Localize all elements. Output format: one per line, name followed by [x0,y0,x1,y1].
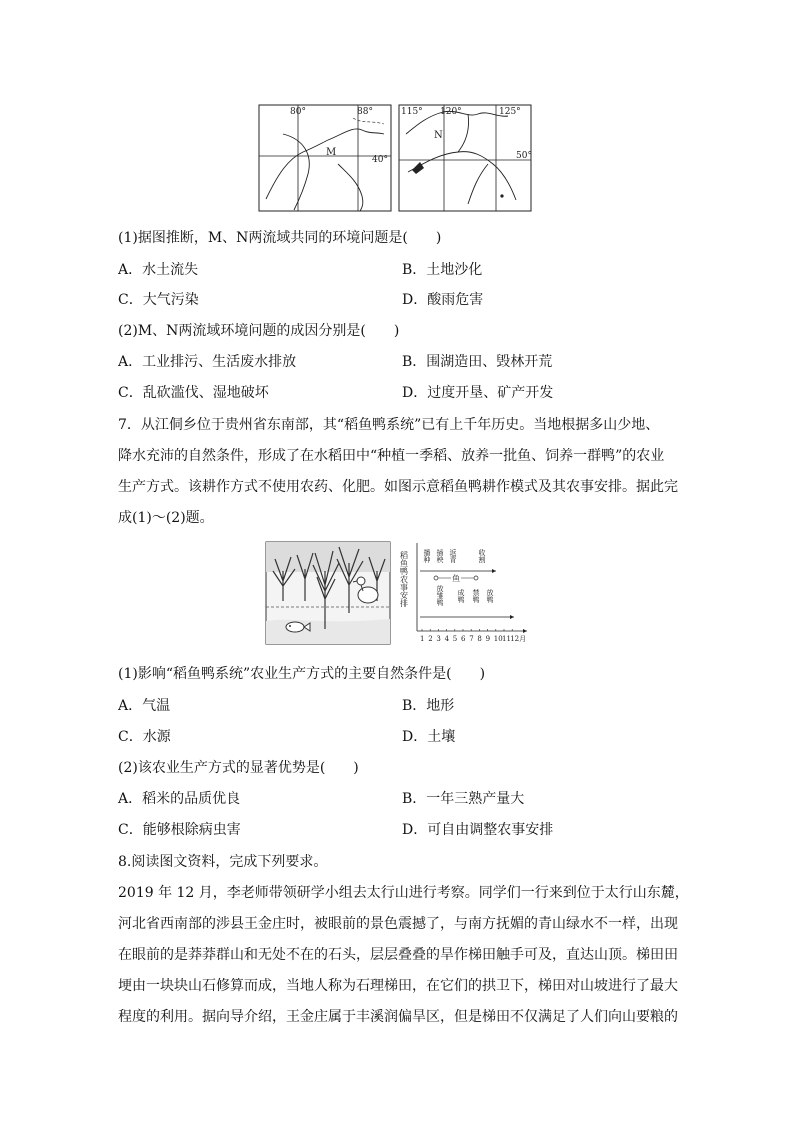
map-m-basin [258,104,392,212]
duck-row-arrow [510,615,514,619]
q6-2-option-a: A．工业排污、生活废水排放 [118,354,297,370]
duck-stage-adult: 成鸭 [457,589,465,603]
q8-para-line-5: 程度的利用。据向导介绍，王金庄属于丰溪润偏旱区，但是梯田不仅满足了人们向山要粮的 [118,1009,678,1025]
map-m-label: M [326,147,337,158]
rice-stage-greening: 返青 [449,549,457,563]
month-tick-10: 10 [493,635,503,643]
map-n-basin [398,104,532,212]
q8-stem: 8.阅读图文资料，完成下列要求。 [118,854,328,870]
q7-intro-line-1: 7．从江侗乡位于贵州省东南部，其“稻鱼鸭系统”已有上千年历史。当地根据多山少地、 [118,417,660,433]
map-n-lat-50: 50° [516,151,532,161]
q8-para-line-4: 埂由一块块山石修算而成，当地人称为石理梯田，在它们的拱卫下，梯田对山坡进行了最大 [118,978,678,994]
q7-2-option-a: A．稻米的品质优良 [118,791,241,807]
rice-stage-harvest: 收割 [478,549,486,563]
fish-start-marker [434,576,438,580]
month-tick-12: 12月 [510,635,527,643]
map-n-label: N [434,130,443,141]
map-n-lon-125: 125° [499,107,521,117]
month-tick-9: 9 [485,635,491,643]
rice-stage-transplant: 插秧 [436,549,444,563]
month-tick-4: 4 [444,635,450,643]
q7-2-option-d: D．可自由调整农事安排 [402,822,554,838]
fish-end-marker [474,576,478,580]
rice-row-arrow [492,569,496,573]
fish-row-label: 鱼 [452,574,460,583]
q6-1-option-c: C．大气污染 [118,292,199,308]
map-n-lon-115: 115° [401,107,423,117]
q7-1-option-c: C．水源 [118,729,171,745]
q7-intro-line-4: 成(1)～(2)题。 [118,510,214,526]
schedule-ylabel-text: 稻鱼鸭农事安排 [399,551,409,607]
month-tick-1: 1 [420,635,425,643]
q8-para-line-1: 2019 年 12 月，李老师带领研学小组去太行山进行考察。同学们一行来到位于太行山东麓， [118,885,689,901]
month-tick-7: 7 [469,635,474,643]
q6-2-option-b: B．围湖造田、毁林开荒 [402,354,553,370]
month-tick-5: 5 [452,635,458,643]
q6-1-option-b: B．土地沙化 [402,262,483,278]
farming-schedule-diagram [396,541,532,647]
q8-para-line-2: 河北省西南部的涉县王金庄时，被眼前的景色震撼了，与南方抚媚的青山绿水不一样，出现 [118,916,678,932]
q8-para-line-3: 在眼前的是莽莽群山和无处不在的石头，层层叠叠的旱作梯田触手可及，直达山顶。梯田田 [118,947,678,963]
q6-1-option-a: A．水土流失 [118,262,199,278]
rice-field-illustration [265,541,391,645]
q6-2-option-c: C．乱砍滥伐、湿地破坏 [118,385,269,401]
map-n-lon-120: 120° [440,107,462,117]
month-tick-2: 2 [428,635,433,643]
schedule-x-arrow [523,629,527,633]
map-m-lon-80: 80° [290,107,306,117]
duck-stage-labels [436,584,494,607]
q7-intro-line-2: 降水充沛的自然条件，形成了在水稻田中“种植一季稻、放养一批鱼、饲养一群鸭”的农业 [118,448,665,464]
map-m-lon-88: 88° [357,107,373,117]
rice-stage-labels [423,548,486,564]
q7-1-option-b: B．地形 [402,698,455,714]
map-m-lat-40: 40° [372,155,388,165]
q6-2-stem: (2)M、N两流域环境问题的成因分别是( ) [118,323,400,339]
q6-1-option-d: D．酸雨危害 [402,292,484,308]
month-tick-8: 8 [477,635,482,643]
q7-intro-line-3: 生产方式。该耕作方式不使用农药、化肥。如图示意稻鱼鸭耕作模式及其农事安排。据此完 [118,479,678,495]
duck-stage-ban: 禁鸭 [472,589,480,603]
month-tick-6: 6 [461,635,466,643]
month-tick-3: 3 [436,635,441,643]
month-tick-11: 11 [502,635,511,643]
q6-1-stem: (1)据图推断，M、N两流域共同的环境问题是( ) [118,230,442,246]
duck-stage-release: 放鸭 [486,589,494,603]
schedule-ylabel [400,550,409,608]
q7-1-option-d: D．土壤 [402,729,456,745]
q6-2-option-d: D．过度开垦、矿产开发 [402,385,554,401]
q7-1-option-a: A．气温 [118,698,171,714]
duck-stage-chicks: 放雏鸭 [436,585,444,606]
q7-2-option-c: C．能够根除病虫害 [118,822,241,838]
q7-2-option-b: B．一年三熟产量大 [402,791,525,807]
q7-1-stem: (1)影响“稻鱼鸭系统”农业生产方式的主要自然条件是( ) [118,666,486,682]
rice-stage-sow: 播种 [423,549,431,563]
q7-2-stem: (2)该农业生产方式的显著优势是( ) [118,760,359,776]
